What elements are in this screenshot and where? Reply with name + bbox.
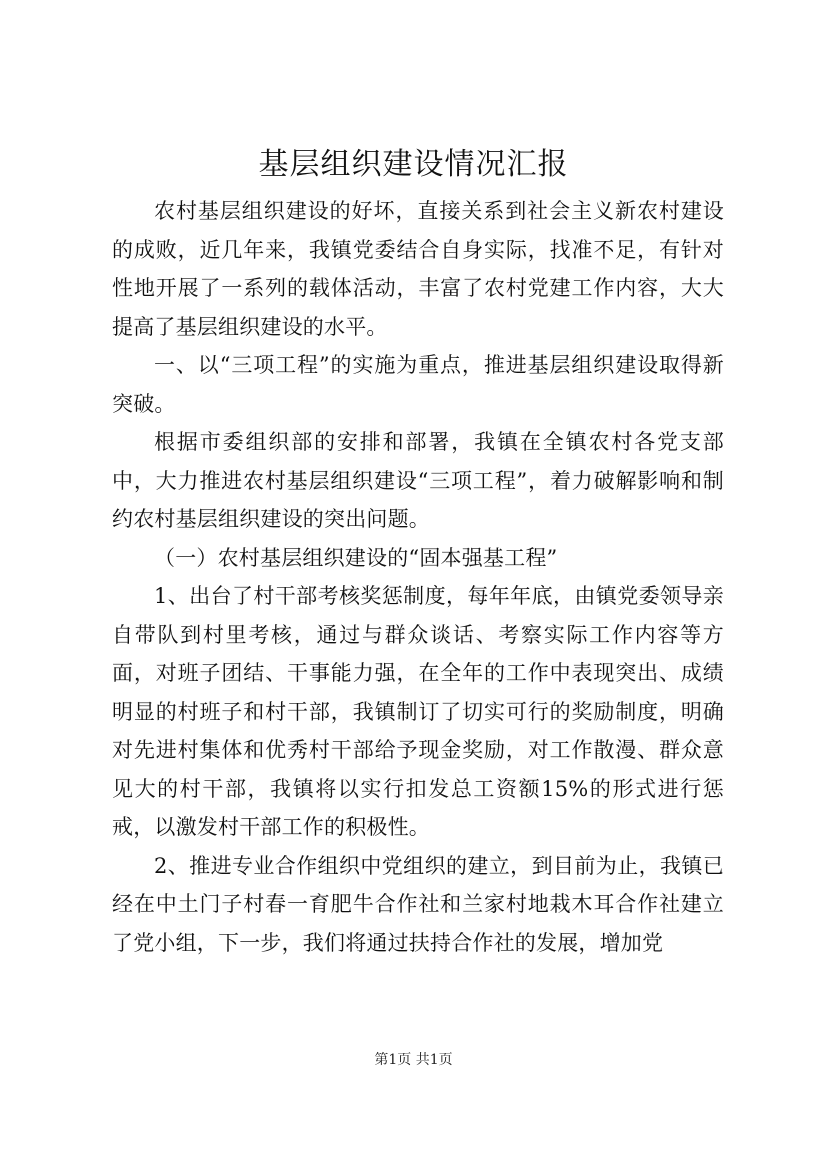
document-title: 基层组织建设情况汇报 bbox=[258, 147, 569, 182]
section-heading-1: 一、以“三项工程”的实施为重点，推进基层组织建设取得新突破。 bbox=[112, 353, 724, 416]
paragraph-arrangement: 根据市委组织部的安排和部署，我镇在全镇农村各党支部中，大力推进农村基层组织建设“三项工程”，着力破解影响和制约农村基层组织建设的突出问题。 bbox=[112, 430, 724, 531]
list-item-1: 1、出台了村干部考核奖惩制度，每年年底，由镇党委领导亲自带队到村里考核，通过与群众谈话、考察实际工作内容等方面，对班子团结、干事能力强，在全年的工作中表现突出、成绩明显的村班子和村干部，我镇制订了切实可行的奖励制度，明确对先进村集体和优秀村干部给予现金奖励，对工作散漫、群众意见大的村干部，我镇将以实行扣发总工资额15%的形式进行惩戒，以激发村干部工作的积极性。 bbox=[112, 584, 724, 839]
document-body bbox=[112, 192, 724, 962]
page-footer: 第1页 共1页 bbox=[374, 1052, 453, 1068]
list-item-2: 2、推进专业合作组织中党组织的建立，到目前为止，我镇已经在中土门子村春一育肥牛合作社和兰家村地栽木耳合作社建立了党小组，下一步，我们将通过扶持合作社的发展，增加党 bbox=[112, 853, 724, 955]
subsection-heading-1: （一）农村基层组织建设的“固本强基工程” bbox=[154, 545, 558, 570]
paragraph-intro: 农村基层组织建设的好坏，直接关系到社会主义新农村建设的成败，近几年来，我镇党委结合自身实际，找准不足，有针对性地开展了一系列的载体活动，丰富了农村党建工作内容，大大提高了基层组织建设的水平。 bbox=[112, 199, 724, 339]
